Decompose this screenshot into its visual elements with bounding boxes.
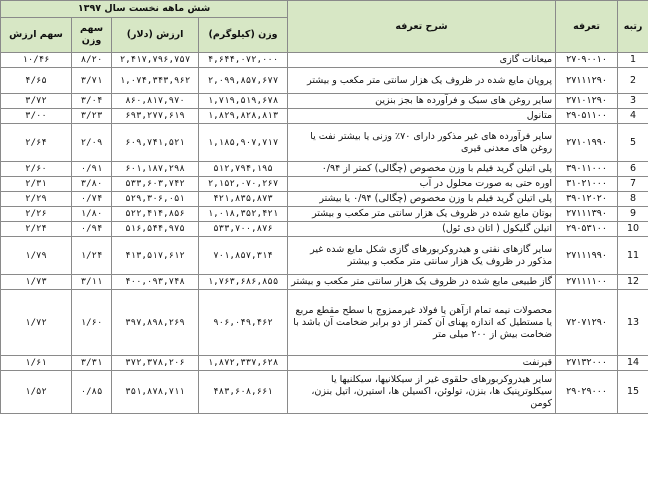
rank-cell: 13 (618, 290, 648, 356)
rank-cell: 6 (618, 162, 648, 177)
table-row (1, 371, 648, 414)
table-row (1, 192, 648, 207)
value-cell: ۶۰۹,۷۴۱,۵۲۱ (112, 124, 199, 162)
value-share-cell: ۲/۶۴ (1, 124, 72, 162)
weight-cell: ۱,۷۱۹,۵۱۹,۶۷۸ (199, 94, 288, 109)
rank-cell: 1 (618, 53, 648, 68)
rank-cell: 12 (618, 275, 648, 290)
table-row (1, 207, 648, 222)
tariff-code-cell: ۲۷۱۱۱۱۰۰ (556, 275, 618, 290)
weight-share-cell: ۱/۶۰ (72, 290, 112, 356)
description-cell: سایر هیدروکربورهای حلقوی غیر از سیکلانیها، سیکلنیها یا سیکلوترپنیک ها، بنزن، تولوئن، اکسیلن ها، استیرن، اتیل بنزن، کومن (288, 371, 556, 414)
weight-cell: ۲,۱۵۲,۰۷۰,۲۶۷ (199, 177, 288, 192)
value-share-cell: ۴/۶۵ (1, 68, 72, 94)
weight-share-cell: ۳/۲۳ (72, 109, 112, 124)
weight-cell: ۹۰۶,۰۴۹,۴۶۲ (199, 290, 288, 356)
rank-cell: 14 (618, 356, 648, 371)
value-cell: ۳۵۱,۸۷۸,۷۱۱ (112, 371, 199, 414)
description-cell: اوره حتی به صورت محلول در آب (288, 177, 556, 192)
tariff-code-cell: ۳۱۰۲۱۰۰۰ (556, 177, 618, 192)
description-cell: پلی اتیلن گرید فیلم با وزن مخصوص (چگالی) کمتر از ۰/۹۴ (288, 162, 556, 177)
description-cell: اتیلن گلیکول ( اتان دی ئول) (288, 222, 556, 237)
value-share-cell: ۲/۲۴ (1, 222, 72, 237)
weight-share-cell: ۱/۸۰ (72, 207, 112, 222)
value-share-cell: ۲/۶۰ (1, 162, 72, 177)
description-cell: پلی اتیلن گرید فیلم با وزن مخصوص (چگالی) ۰/۹۴ یا بیشتر (288, 192, 556, 207)
value-cell: ۴۱۳,۵۱۷,۶۱۲ (112, 237, 199, 275)
value-share-cell: ۱۰/۴۶ (1, 53, 72, 68)
weight-share-cell: ۲/۰۹ (72, 124, 112, 162)
value-cell: ۵۲۹,۳۰۶,۰۵۱ (112, 192, 199, 207)
value-share-cell: ۲/۲۹ (1, 192, 72, 207)
weight-share-cell: ۰/۹۱ (72, 162, 112, 177)
rank-header: رتبه (618, 1, 648, 53)
value-share-cell: ۱/۷۲ (1, 290, 72, 356)
rank-cell: 3 (618, 94, 648, 109)
description-cell: محصولات نیمه تمام ازآهن یا فولاد غیرممزوج با سطح مقطع مربع یا مستطیل که اندازه پهنای آن کمتر از دو برابر ضخامت آن باشد با ضخامت بیش از ۲۰۰ میلی متر (288, 290, 556, 356)
rank-cell: 9 (618, 207, 648, 222)
description-cell: سایر فرآورده های غیر مذکور دارای ۷۰٪ وزنی یا بیشتر نفت یا روغن های معدنی قیری (288, 124, 556, 162)
weight-cell: ۴,۶۴۴,۰۷۲,۰۰۰ (199, 53, 288, 68)
value-cell: ۳۷۲,۳۷۸,۲۰۶ (112, 356, 199, 371)
weight-cell: ۵۳۳,۷۰۰,۸۷۶ (199, 222, 288, 237)
table-row (1, 94, 648, 109)
table-row (1, 124, 648, 162)
table-row (1, 162, 648, 177)
description-header: شرح تعرفه (288, 1, 556, 53)
tariff-code-cell: ۲۷۱۰۱۲۹۰ (556, 94, 618, 109)
weight-share-cell: ۳/۸۰ (72, 177, 112, 192)
tariff-code-cell: ۲۷۱۱۱۲۹۰ (556, 68, 618, 94)
weight-cell: ۷۰۱,۸۵۷,۳۱۴ (199, 237, 288, 275)
tariff-code-cell: ۲۹۰۲۹۰۰۰ (556, 371, 618, 414)
table-body (1, 53, 648, 414)
value-cell: ۶۹۳,۲۷۷,۶۱۹ (112, 109, 199, 124)
weight-share-cell: ۱/۲۴ (72, 237, 112, 275)
value-cell: ۴۰۰,۰۹۳,۷۴۸ (112, 275, 199, 290)
weight-share-cell: ۳/۰۴ (72, 94, 112, 109)
weight-cell: ۴۸۳,۶۰۸,۶۶۱ (199, 371, 288, 414)
tariff-code-cell: ۳۹۰۱۱۰۰۰ (556, 162, 618, 177)
value-cell: ۱,۰۷۴,۳۴۳,۹۶۲ (112, 68, 199, 94)
value-share-cell: ۱/۷۹ (1, 237, 72, 275)
value-cell: ۵۲۲,۴۱۴,۸۵۶ (112, 207, 199, 222)
rank-cell: 7 (618, 177, 648, 192)
weight-cell: ۱,۱۸۵,۹۰۷,۷۱۷ (199, 124, 288, 162)
rank-cell: 15 (618, 371, 648, 414)
table-row (1, 222, 648, 237)
table-row (1, 290, 648, 356)
weight-cell: ۱,۷۶۳,۶۸۶,۸۵۵ (199, 275, 288, 290)
tariff-code-cell: ۲۷۰۹۰۰۱۰ (556, 53, 618, 68)
weight-cell: ۵۱۲,۷۹۴,۱۹۵ (199, 162, 288, 177)
value-cell: ۸۶۰,۸۱۷,۹۷۰ (112, 94, 199, 109)
value-cell: ۵۳۳,۶۰۳,۷۴۲ (112, 177, 199, 192)
table-row (1, 53, 648, 68)
value-share-header: سهم ارزش (1, 18, 72, 53)
weight-share-cell: ۳/۷۱ (72, 68, 112, 94)
table-row (1, 237, 648, 275)
weight-share-cell: ۰/۹۴ (72, 222, 112, 237)
rank-cell: 4 (618, 109, 648, 124)
weight-header: وزن (کیلوگرم) (199, 18, 288, 53)
description-cell: بوتان مایع شده در ظروف یک هزار سانتی متر مکعب و بیشتر (288, 207, 556, 222)
weight-share-header: سهم وزن (72, 18, 112, 53)
value-share-cell: ۲/۳۱ (1, 177, 72, 192)
description-cell: قیرنفت (288, 356, 556, 371)
rank-cell: 5 (618, 124, 648, 162)
description-cell: گاز طبیعی مایع شده در ظروف یک هزار سانتی متر مکعب و بیشتر (288, 275, 556, 290)
value-cell: ۶۰۱,۱۸۷,۲۹۸ (112, 162, 199, 177)
weight-cell: ۲,۰۹۹,۸۵۷,۶۷۷ (199, 68, 288, 94)
description-cell: سایر روغن های سبک و فرآورده ها بجز بنزین (288, 94, 556, 109)
weight-cell: ۱,۸۲۹,۸۲۸,۸۱۳ (199, 109, 288, 124)
value-share-cell: ۱/۶۱ (1, 356, 72, 371)
table-row (1, 109, 648, 124)
weight-share-cell: ۳/۱۱ (72, 275, 112, 290)
tariff-code-cell: ۷۲۰۷۱۲۹۰ (556, 290, 618, 356)
description-cell: پروپان مایع شده در ظروف یک هزار سانتی متر مکعب و بیشتر (288, 68, 556, 94)
rank-cell: 11 (618, 237, 648, 275)
weight-cell: ۱,۸۷۲,۳۳۷,۶۲۸ (199, 356, 288, 371)
value-share-cell: ۱/۵۲ (1, 371, 72, 414)
tariff-header: تعرفه (556, 1, 618, 53)
period-header: شش ماهه نخست سال ۱۳۹۷ (1, 1, 288, 18)
table-row (1, 68, 648, 94)
tariff-code-cell: ۲۷۱۱۱۳۹۰ (556, 207, 618, 222)
value-share-cell: ۳/۷۲ (1, 94, 72, 109)
value-share-cell: ۳/۰۰ (1, 109, 72, 124)
weight-cell: ۱,۰۱۸,۳۵۲,۴۲۱ (199, 207, 288, 222)
value-header: ارزش (دلار) (112, 18, 199, 53)
table-row (1, 275, 648, 290)
description-cell: متانول (288, 109, 556, 124)
tariff-code-cell: ۲۹۰۵۱۱۰۰ (556, 109, 618, 124)
tariff-code-cell: ۲۷۱۰۱۹۹۰ (556, 124, 618, 162)
weight-cell: ۴۲۱,۸۳۵,۸۷۳ (199, 192, 288, 207)
description-cell: میعانات گازی (288, 53, 556, 68)
weight-share-cell: ۳/۳۱ (72, 356, 112, 371)
value-share-cell: ۲/۲۶ (1, 207, 72, 222)
weight-share-cell: ۸/۲۰ (72, 53, 112, 68)
value-cell: ۲,۴۱۷,۷۹۶,۷۵۷ (112, 53, 199, 68)
weight-share-cell: ۰/۸۵ (72, 371, 112, 414)
tariff-code-cell: ۲۷۱۳۲۰۰۰ (556, 356, 618, 371)
value-share-cell: ۱/۷۳ (1, 275, 72, 290)
rank-cell: 8 (618, 192, 648, 207)
value-cell: ۳۹۷,۸۹۸,۲۶۹ (112, 290, 199, 356)
table-row (1, 356, 648, 371)
description-cell: سایر گازهای نفتی و هیدروکربورهای گازی شکل مایع شده غیر مذکور در ظروف یک هزار سانتی متر مکعب و بیشتر (288, 237, 556, 275)
weight-share-cell: ۰/۷۴ (72, 192, 112, 207)
table-row (1, 177, 648, 192)
rank-cell: 2 (618, 68, 648, 94)
tariff-code-cell: ۳۹۰۱۲۰۲۰ (556, 192, 618, 207)
rank-cell: 10 (618, 222, 648, 237)
tariff-code-cell: ۲۷۱۱۱۹۹۰ (556, 237, 618, 275)
tariff-code-cell: ۲۹۰۵۳۱۰۰ (556, 222, 618, 237)
value-cell: ۵۱۶,۵۴۴,۹۷۵ (112, 222, 199, 237)
